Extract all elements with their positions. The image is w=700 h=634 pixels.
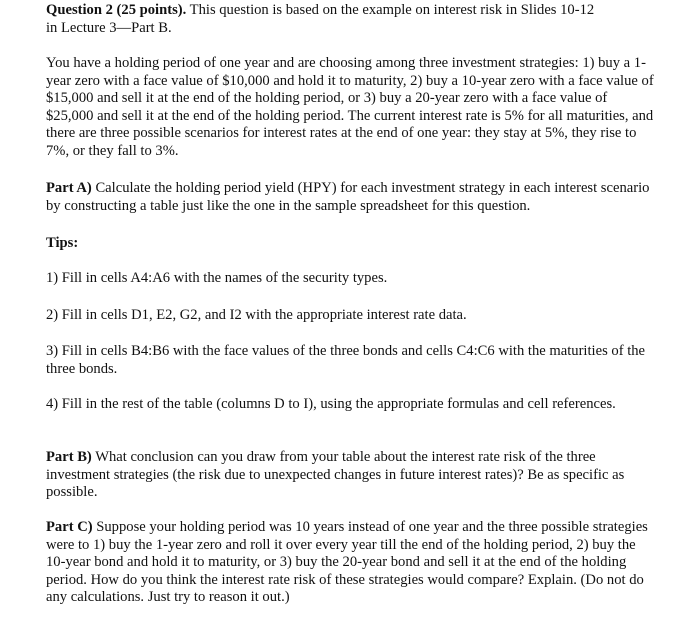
tip-item-1: 1) Fill in cells A4:A6 with the names of the security types. [46,270,388,286]
part-a-label: Part A) [46,180,92,196]
part-a-paragraph [46,180,658,215]
part-b-text: What conclusion can you draw from your table about the interest rate risk of the three investment strategies (the risk due to unexpected changes in future interest rates)? Be as specific as possible. [46,449,625,501]
question-intro-line1: This question is based on the example on interest risk in Slides 10-12 [189,2,595,18]
tip-item-4: 4) Fill in the rest of the table (columns D to I), using the appropriate formulas and cell references. [46,396,616,412]
question-intro-line2: in Lecture 3—Part B. [46,19,172,36]
part-b-paragraph [46,449,658,502]
part-c-paragraph [46,519,658,607]
question-heading: Question 2 (25 points). [46,2,187,18]
tip-item-3: 3) Fill in cells B4:B6 with the face values of the three bonds and cells C4:C6 with the maturities of the three bonds. [46,343,646,377]
question-intro [46,2,658,37]
part-c-label: Part C) [46,519,93,535]
part-c-text: Suppose your holding period was 10 years instead of one year and the three possible strategies were to 1) buy the 1-year zero and roll it over every year till the end of the holding period, 2) buy the 10-year bond and hold it to maturity, or 3) buy the 20-year bond and sell it at the end of the holding period. How do you think the interest rate risk of these strategies would compare? Explain. (Do not do any calculations. Just try to reason it out.) [46,519,648,606]
part-b-label: Part B) [46,449,92,465]
tip-item-2: 2) Fill in cells D1, E2, G2, and I2 with the appropriate interest rate data. [46,307,467,323]
tips-heading: Tips: [46,235,79,251]
part-a-text: Calculate the holding period yield (HPY) for each investment strategy in each interest scenario by constructing a table just like the one in the sample spreadsheet for this question. [46,180,650,214]
setup-paragraph: You have a holding period of one year and are choosing among three investment strategies: 1) buy a 1-year zero with a face value of $10,000 and hold it to maturity, 2) buy a 10-year zero with a face value of $15,000 and sell it at the end of the holding period, or 3) buy a 20-year zero with a face value of $25,000 and sell it at the end of the holding period. The current interest rate is 5% for all maturities, and there are three possible scenarios for interest rates at the end of one year: they stay at 5%, they rise to 7%, or they fall to 3%. [46,55,654,159]
